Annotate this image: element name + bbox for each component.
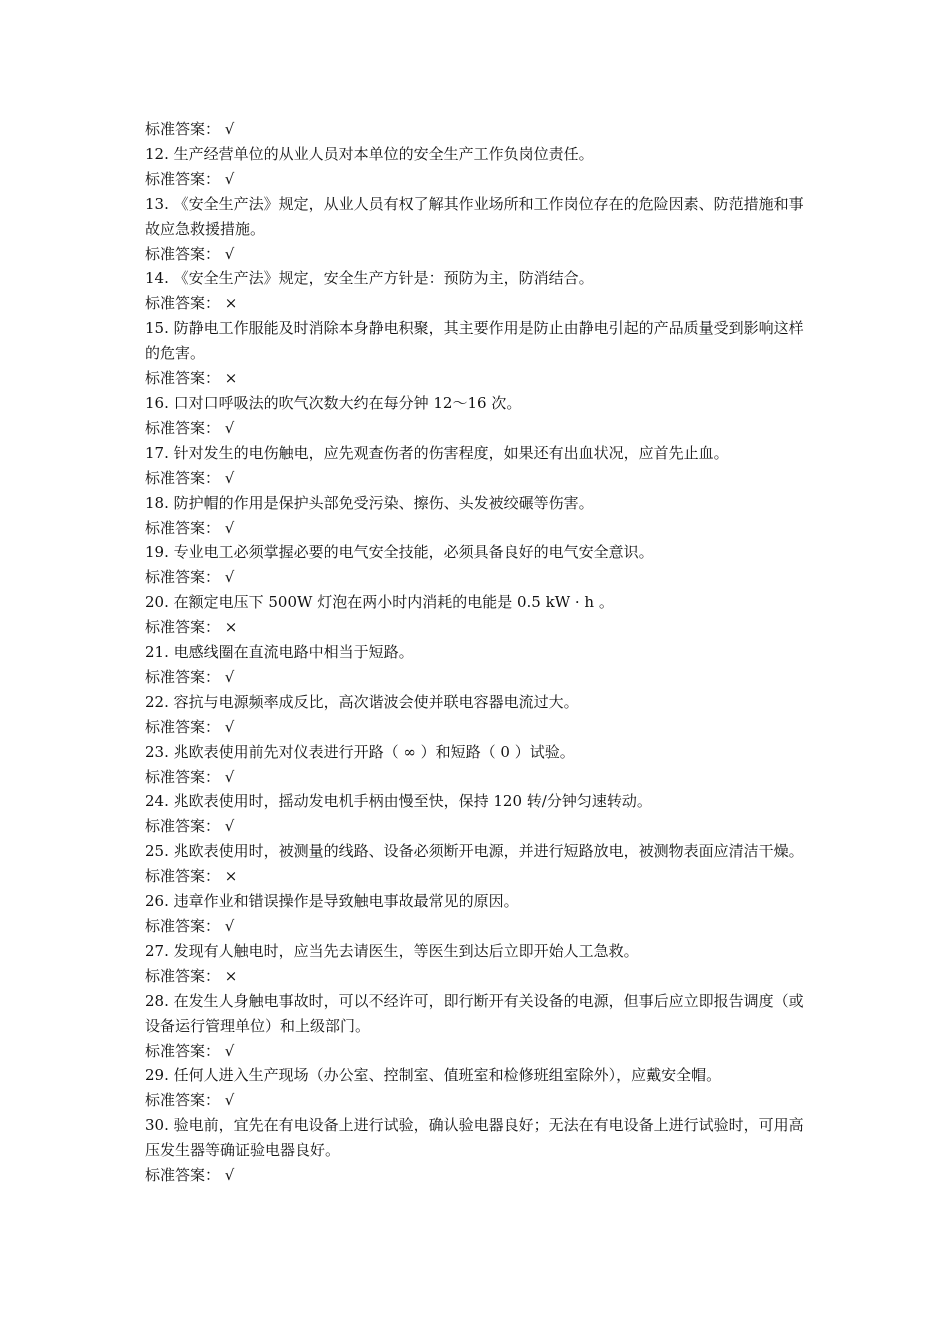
question-text: 17. 针对发生的电伤触电，应先观查伤者的伤害程度，如果还有出血状况，应首先止血。 bbox=[145, 443, 729, 462]
question-text: 29. 任何人进入生产现场（办公室、控制室、值班室和检修班组室除外），应戴安全帽。 bbox=[145, 1066, 722, 1085]
answer-line: 标准答案： √ bbox=[145, 518, 235, 537]
answer-line: 标准答案： √ bbox=[145, 817, 235, 836]
answer-line: 标准答案： √ bbox=[145, 917, 235, 935]
question-item-20 bbox=[145, 590, 813, 640]
question-text: 27. 发现有人触电时，应当先去请医生，等医生到达后立即开始人工急救。 bbox=[145, 941, 639, 960]
answer-line: 标准答案： × bbox=[145, 867, 238, 886]
question-list bbox=[145, 117, 813, 1188]
question-item-30 bbox=[145, 1113, 813, 1188]
question-text: 22. 容抗与电源频率成反比，高次谐波会使并联电容器电流过大。 bbox=[145, 692, 579, 711]
question-item-19 bbox=[145, 540, 813, 590]
question-item-16 bbox=[145, 391, 813, 441]
answer-line: 标准答案： × bbox=[145, 294, 238, 313]
question-text: 30. 验电前，宜先在有电设备上进行试验，确认验电器良好；无法在有电设备上进行试验时，可用高压发生器等确证验电器良好。 bbox=[145, 1116, 804, 1160]
question-text: 26. 违章作业和错误操作是导致触电事故最常见的原因。 bbox=[145, 892, 519, 911]
question-text: 15. 防静电工作服能及时消除本身静电积聚，其主要作用是防止由静电引起的产品质量受到影响这样的危害。 bbox=[145, 319, 804, 363]
question-text: 14. 《安全生产法》规定，安全生产方针是：预防为主，防消结合。 bbox=[145, 269, 594, 288]
question-text: 20. 在额定电压下 500W 灯泡在两小时内消耗的电能是 0.5 kW · h 。 bbox=[145, 593, 614, 612]
question-item-24 bbox=[145, 789, 813, 839]
question-text: 19. 专业电工必须掌握必要的电气安全技能，必须具备良好的电气安全意识。 bbox=[145, 543, 654, 562]
answer-line: 标准答案： √ bbox=[145, 1041, 235, 1060]
question-text: 12. 生产经营单位的从业人员对本单位的安全生产工作负岗位责任。 bbox=[145, 144, 594, 163]
question-text: 13. 《安全生产法》规定，从业人员有权了解其作业场所和工作岗位存在的危险因素、防范措施和事故应急救援措施。 bbox=[145, 194, 804, 238]
question-text: 25. 兆欧表使用时，被测量的线路、设备必须断开电源，并进行短路放电，被测物表面应清洁干燥。 bbox=[145, 842, 804, 861]
answer-line: 标准答案： √ bbox=[145, 1091, 235, 1110]
question-text: 16. 口对口呼吸法的吹气次数大约在每分钟 12～16 次。 bbox=[145, 393, 522, 412]
question-text: 28. 在发生人身触电事故时，可以不经许可，即行断开有关设备的电源，但事后应立即报告调度（或设备运行管理单位）和上级部门。 bbox=[145, 991, 804, 1035]
question-text: 23. 兆欧表使用前先对仪表进行开路（ ∞ ）和短路（ 0 ）试验。 bbox=[145, 742, 575, 761]
question-item-13 bbox=[145, 192, 813, 267]
question-item-29 bbox=[145, 1063, 813, 1113]
question-item-17 bbox=[145, 441, 813, 491]
answer-line: 标准答案： √ bbox=[145, 120, 235, 138]
question-item-21 bbox=[145, 640, 813, 690]
question-item-25 bbox=[145, 839, 813, 889]
answer-line: 标准答案： √ bbox=[145, 169, 235, 188]
answer-line: 标准答案： √ bbox=[145, 1166, 235, 1185]
question-item-26 bbox=[145, 889, 813, 939]
question-item-28 bbox=[145, 989, 813, 1064]
question-item-23 bbox=[145, 740, 813, 790]
answer-line: 标准答案： √ bbox=[145, 468, 235, 487]
question-text: 24. 兆欧表使用时，摇动发电机手柄由慢至快，保持 120 转/分钟匀速转动。 bbox=[145, 792, 652, 811]
answer-line: 标准答案： √ bbox=[145, 244, 235, 263]
question-text: 18. 防护帽的作用是保护头部免受污染、擦伤、头发被绞碾等伤害。 bbox=[145, 493, 594, 512]
question-item-12 bbox=[145, 142, 813, 192]
answer-line: 标准答案： × bbox=[145, 369, 238, 388]
answer-line: 标准答案： × bbox=[145, 966, 238, 985]
question-item-14 bbox=[145, 266, 813, 316]
question-item-15 bbox=[145, 316, 813, 391]
answer-line: 标准答案： × bbox=[145, 618, 238, 637]
answer-line: 标准答案： √ bbox=[145, 717, 235, 736]
answer-line: 标准答案： √ bbox=[145, 667, 235, 686]
question-item-27 bbox=[145, 939, 813, 989]
answer-line: 标准答案： √ bbox=[145, 568, 235, 587]
question-text: 21. 电感线圈在直流电路中相当于短路。 bbox=[145, 643, 414, 662]
question-item-18 bbox=[145, 491, 813, 541]
answer-line: 标准答案： √ bbox=[145, 767, 235, 786]
question-item-22 bbox=[145, 690, 813, 740]
answer-line: 标准答案： √ bbox=[145, 418, 235, 437]
